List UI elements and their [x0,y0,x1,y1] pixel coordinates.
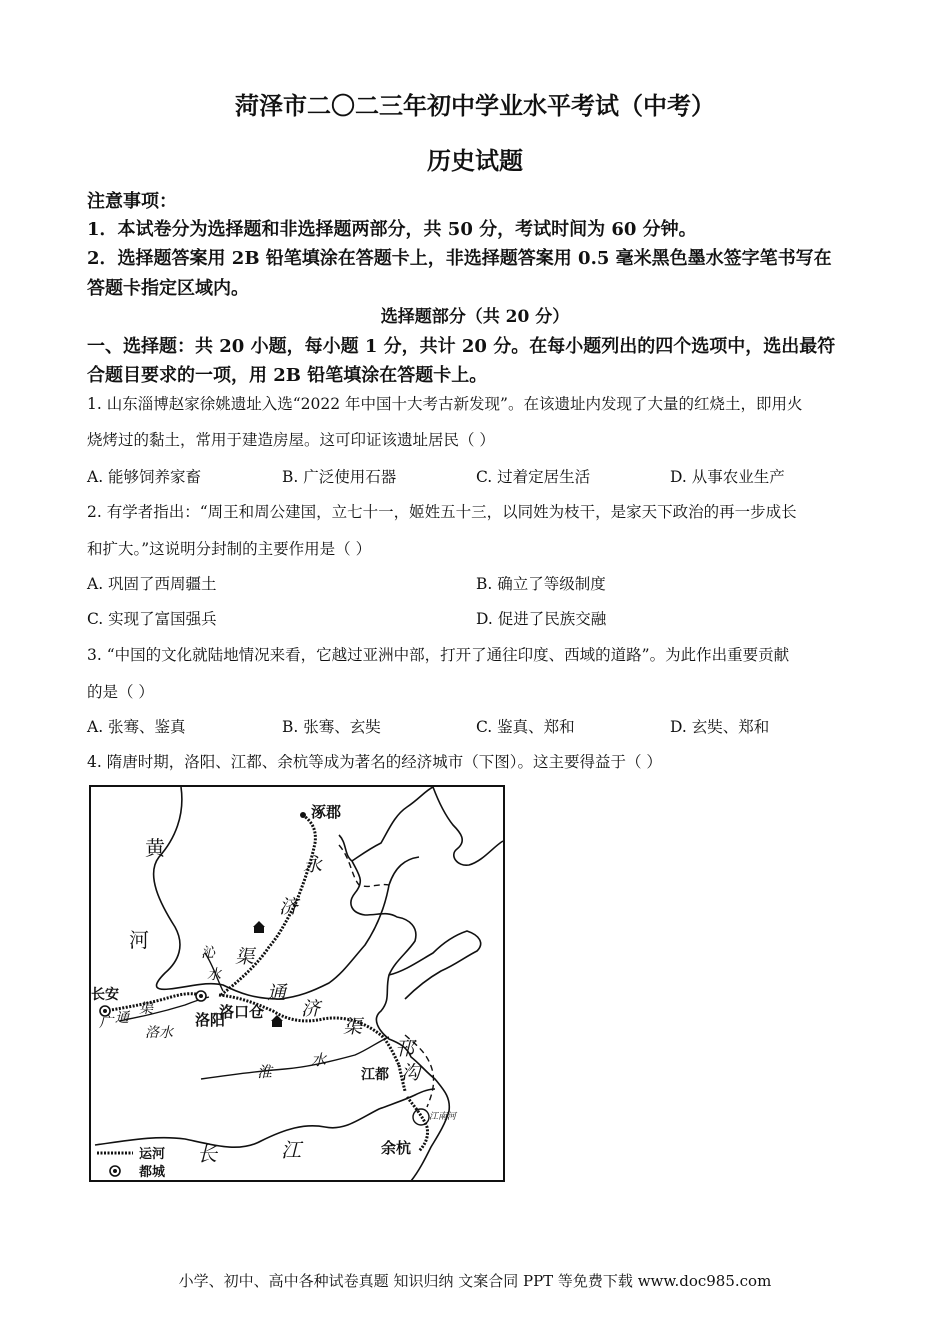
notice-item-2-line-1: 2．选择题答案用 2B 铅笔填涂在答题卡上，非选择题答案用 0.5 毫米黑色墨水签字笔书写在 [87,248,832,269]
notice-heading: 注意事项： [87,191,177,212]
page-footer: 小学、初中、高中各种试卷真题 知识归纳 文案合同 PPT 等免费下载 www.doc985.com [178,1272,772,1290]
question-3-line-1: 3. “中国的文化就陆地情况来看，它越过亚洲中部，打开了通往印度、西域的道路”。为此作出重要贡献 [87,646,790,664]
label-ji-2: 济 [301,998,321,1020]
question-1-line-2: 烧烤过的黏土，常用于建造房屋。这可印证该遗址居民（ ） [87,431,495,449]
label-yong: 永 [303,854,323,876]
label-chang: 长 [197,1142,217,1166]
label-han: 邗 [395,1038,415,1060]
question-1-option-d[interactable]: D. 从事农业生产 [670,468,785,486]
sui-grand-canal-map [89,785,505,1183]
question-3-line-2: 的是（ ） [87,683,154,701]
label-jiangnanhe: 江南河 [429,1112,457,1122]
label-luoyang: 洛阳 [195,1011,226,1029]
question-1-line-1: 1. 山东淄博赵家徐姚遗址入选“2022 年中国十大考古新发现”。在该遗址内发现了大量的红烧土，即用火 [87,395,803,413]
label-zhuojun: 涿郡 [311,803,342,821]
section-heading: 选择题部分（共 20 分） [380,307,570,327]
label-luoshui: 洛水 [145,1025,173,1041]
exam-title: 菏泽市二〇二三年初中学业水平考试（中考） [235,91,715,120]
question-2-option-a[interactable]: A. 巩固了西周疆土 [87,575,217,593]
label-huai: 淮 [257,1063,273,1081]
question-3-option-a[interactable]: A. 张骞、鉴真 [87,718,186,736]
label-yuhang: 余杭 [381,1139,412,1157]
label-he: 河 [129,928,149,952]
label-qu-1: 渠 [235,946,255,968]
label-ji-1: 济 [279,896,299,918]
label-qin: 沁 [201,945,215,961]
legend-capital-label: 都城 [139,1165,166,1180]
question-1-option-b[interactable]: B. 广泛使用石器 [282,468,397,486]
label-shui-2: 水 [311,1051,327,1069]
question-2-option-d[interactable]: D. 促进了民族交融 [476,610,607,628]
legend-canal-label: 运河 [139,1147,166,1162]
label-qu-2: 渠 [139,1001,153,1017]
notice-item-2-line-2: 答题卡指定区域内。 [87,278,249,299]
question-3-option-d[interactable]: D. 玄奘、郑和 [670,718,770,736]
question-2-option-b[interactable]: B. 确立了等级制度 [476,575,606,593]
label-luokoucang: 洛口仓 [219,1003,265,1021]
question-1-option-c[interactable]: C. 过着定居生活 [476,468,591,486]
label-jiang: 江 [281,1138,301,1162]
zhuojun-marker [300,812,306,818]
label-qu-3: 渠 [343,1016,363,1038]
question-1-option-a[interactable]: A. 能够饲养家畜 [87,468,202,486]
label-gou: 沟 [401,1062,421,1084]
question-3-option-c[interactable]: C. 鉴真、郑和 [476,718,575,736]
label-changan: 长安 [91,987,119,1003]
label-tong-2: 通 [267,982,287,1004]
section-instruction-line-1: 一、选择题：共 20 小题，每小题 1 分，共计 20 分。在每小题列出的四个选项中，选出最符 [87,336,836,357]
question-4-line-1: 4. 隋唐时期，洛阳、江都、余杭等成为著名的经济城市（下图）。这主要得益于（ ） [87,753,662,771]
exam-subject: 历史试题 [427,146,523,175]
label-shui-1: 水 [207,967,221,983]
notice-item-1: 1．本试卷分为选择题和非选择题两部分，共 50 分，考试时间为 60 分钟。 [87,219,697,240]
question-2-line-1: 2. 有学者指出：“周王和周公建国，立七十一，姬姓五十三，以同姓为枝干，是家天下政治的再一步成长 [87,503,797,521]
question-2-option-c[interactable]: C. 实现了富国强兵 [87,610,217,628]
section-instruction-line-2: 合题目要求的一项，用 2B 铅笔填涂在答题卡上。 [87,365,488,386]
label-guang: 广 [99,1015,113,1031]
label-jiangdu: 江都 [361,1067,389,1083]
question-3-option-b[interactable]: B. 张骞、玄奘 [282,718,381,736]
question-2-line-2: 和扩大。”这说明分封制的主要作用是（ ） [87,540,372,558]
label-tong-1: 通 [115,1010,129,1026]
label-huang: 黄 [145,836,165,860]
